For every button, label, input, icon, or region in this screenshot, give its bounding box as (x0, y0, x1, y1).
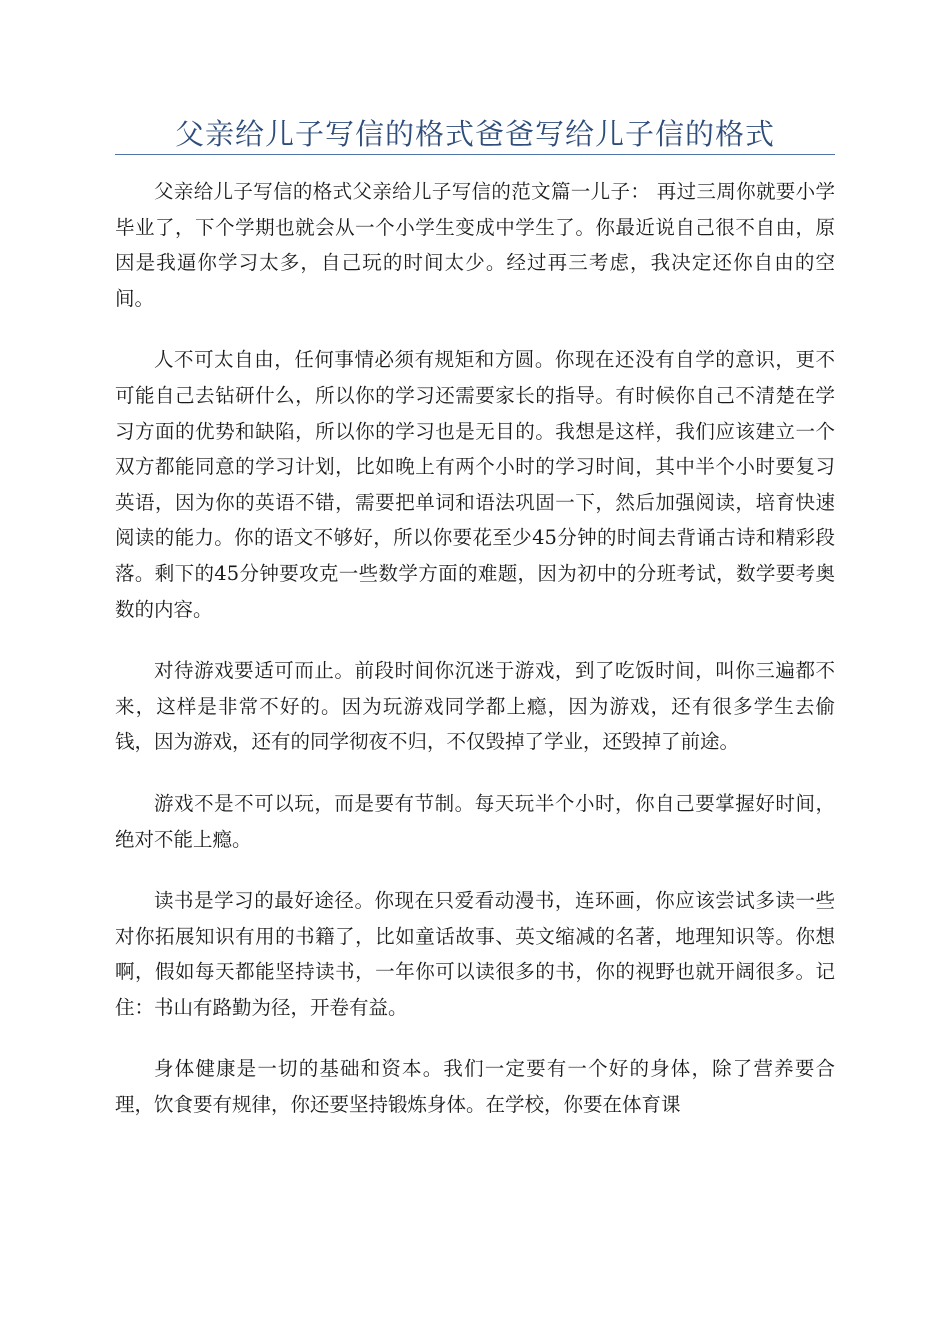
paragraph: 人不可太自由，任何事情必须有规矩和方圆。你现在还没有自学的意识，更不可能自己去钻研什么，所以你的学习还需要家长的指导。有时候你自己不清楚在学习方面的优势和缺陷，所以你的学习也是无目的。我想是这样，我们应该建立一个双方都能同意的学习计划，比如晚上有两个小时的学习时间，其中半个小时要复习英语，因为你的英语不错，需要把单词和语法巩固一下，然后加强阅读，培育快速阅读的能力。你的语文不够好，所以你要花至少45分钟的时间去背诵古诗和精彩段落。剩下的45分钟要攻克一些数学方面的难题，因为初中的分班考试，数学要考奥数的内容。 (115, 348, 835, 621)
document-body (115, 174, 835, 1149)
paragraph: 游戏不是不可以玩，而是要有节制。每天玩半个小时，你自己要掌握好时间，绝对不能上瘾。 (115, 791, 835, 851)
paragraph: 身体健康是一切的基础和资本。我们一定要有一个好的身体，除了营养要合理，饮食要有规律，你还要坚持锻炼身体。在学校，你要在体育课 (115, 1057, 835, 1117)
paragraph: 父亲给儿子写信的格式父亲给儿子写信的范文篇一儿子： 再过三周你就要小学毕业了，下个学期也就会从一个小学生变成中学生了。你最近说自己很不自由，原因是我逼你学习太多，自己玩的时间太少。经过再三考虑，我决定还你自由的空间。 (115, 180, 835, 310)
paragraph: 对待游戏要适可而止。前段时间你沉迷于游戏，到了吃饭时间，叫你三遍都不来，这样是非常不好的。因为玩游戏同学都上瘾，因为游戏，还有很多学生去偷钱，因为游戏，还有的同学彻夜不归，不仅毁掉了学业，还毁掉了前途。 (115, 659, 835, 754)
paragraph: 读书是学习的最好途径。你现在只爱看动漫书，连环画，你应该尝试多读一些对你拓展知识有用的书籍了，比如童话故事、英文缩减的名著，地理知识等。你想啊，假如每天都能坚持读书，一年你可以读很多的书，你的视野也就开阔很多。记住：书山有路勤为径，开卷有益。 (115, 889, 835, 1019)
title-underline (115, 154, 835, 155)
document-title: 父亲给儿子写信的格式爸爸写给儿子信的格式 (174, 117, 775, 151)
